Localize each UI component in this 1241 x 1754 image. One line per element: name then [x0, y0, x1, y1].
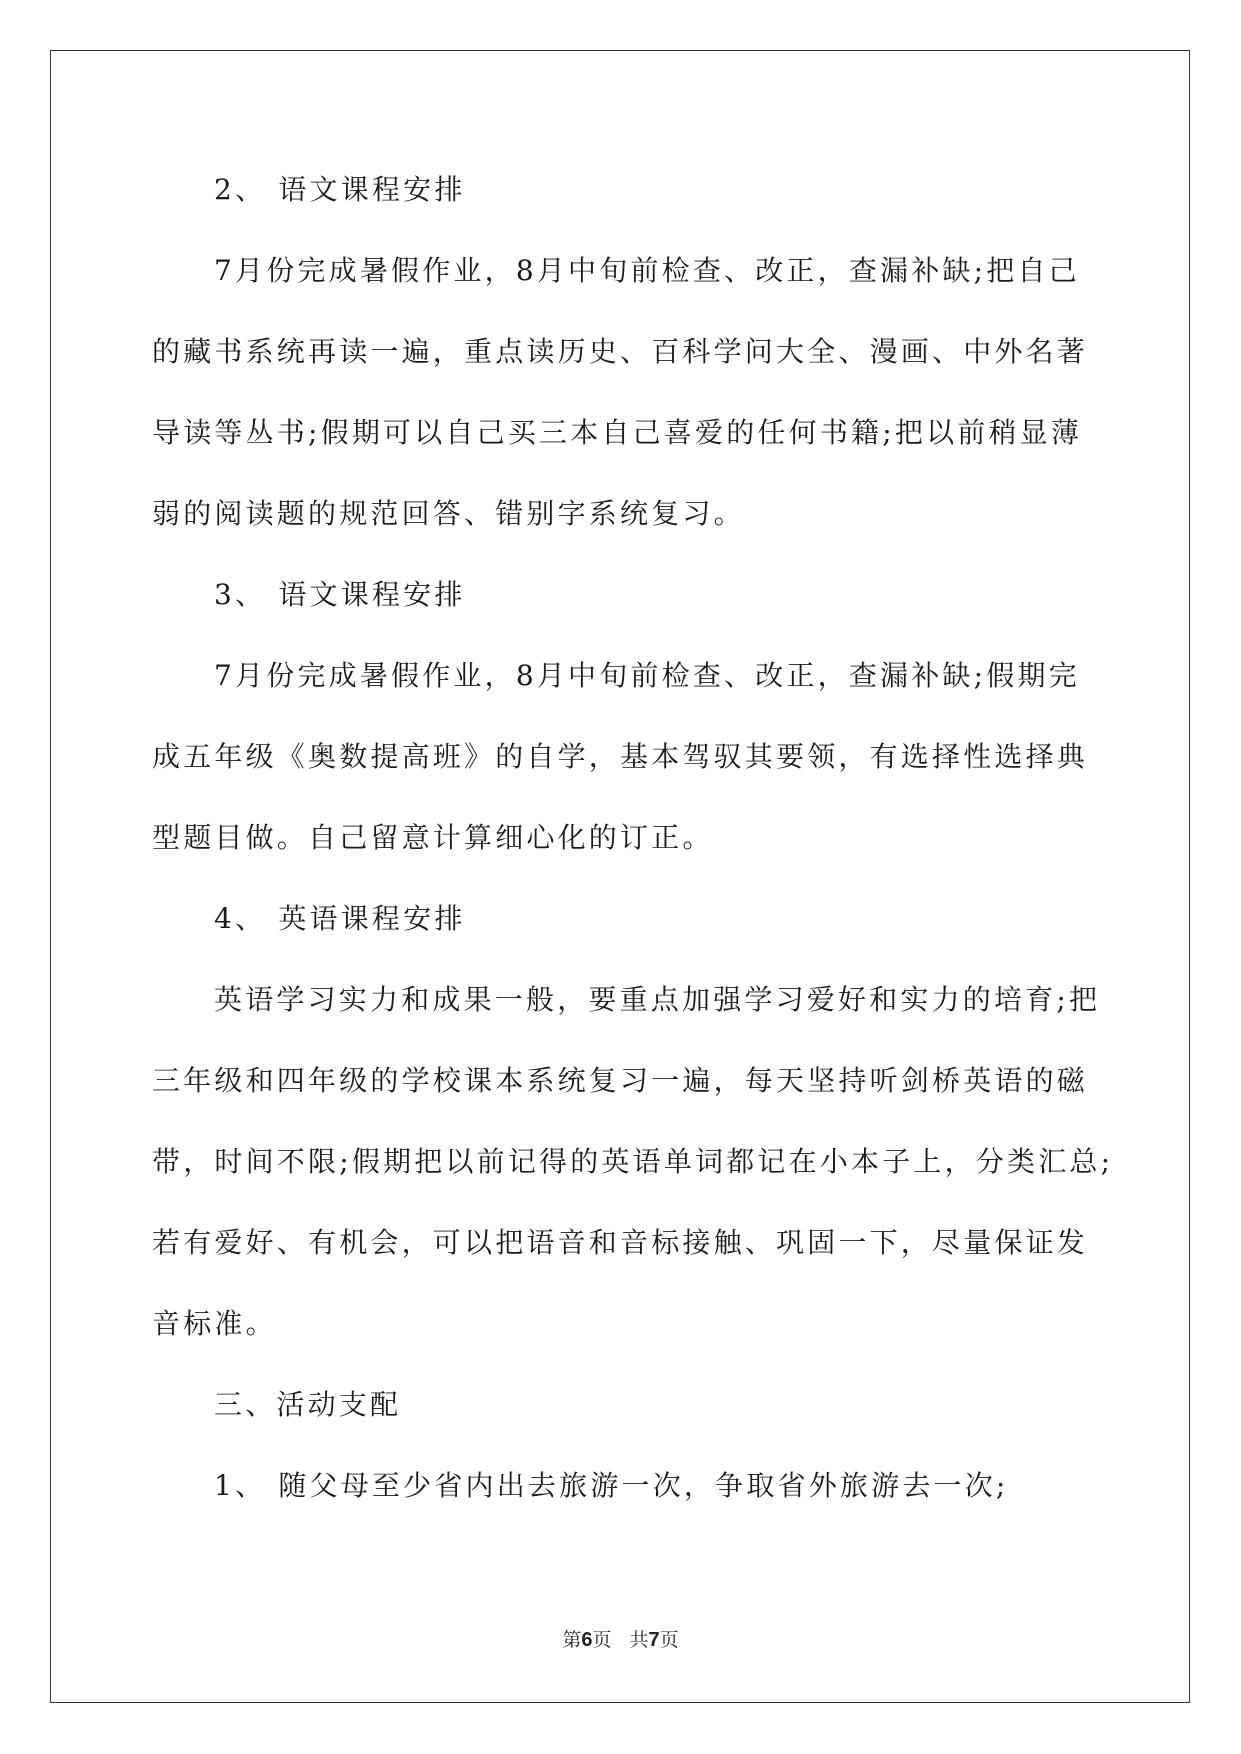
paragraph-line: 弱的阅读题的规范回答、错别字系统复习。: [152, 497, 745, 530]
paragraph-line: 英语学习实力和成果一般，要重点加强学习爱好和实力的培育;把: [214, 983, 1101, 1016]
page-footer: [0, 1628, 1241, 1652]
document-body: [152, 160, 1114, 1537]
section-heading: 3、 语文课程安排: [214, 578, 466, 611]
paragraph-line: 7月份完成暑假作业，8月中旬前检查、改正，查漏补缺;把自己: [214, 254, 1080, 287]
paragraph-line: 型题目做。自己留意计算细心化的订正。: [152, 821, 714, 854]
page-suffix: 页: [592, 1629, 612, 1651]
section-heading: 4、 英语课程安排: [214, 902, 466, 935]
page-total: 7: [648, 1629, 660, 1651]
section-heading: 2、 语文课程安排: [214, 173, 466, 206]
page-current: 6: [581, 1629, 593, 1651]
paragraph-line: 音标准。: [152, 1307, 277, 1340]
page-prefix: 第: [562, 1629, 582, 1651]
total-prefix: 共: [629, 1629, 649, 1651]
paragraph-line: 7月份完成暑假作业，8月中旬前检查、改正，查漏补缺;假期完: [214, 659, 1080, 692]
paragraph-line: 的藏书系统再读一遍，重点读历史、百科学问大全、漫画、中外名著: [152, 335, 1089, 368]
paragraph-line: 带，时间不限;假期把以前记得的英语单词都记在小本子上，分类汇总;: [152, 1145, 1114, 1178]
paragraph-line: 若有爱好、有机会，可以把语音和音标接触、巩固一下，尽量保证发: [152, 1226, 1089, 1259]
section-heading: 三、活动支配: [214, 1388, 402, 1421]
paragraph-line: 三年级和四年级的学校课本系统复习一遍，每天坚持听剑桥英语的磁: [152, 1064, 1089, 1097]
total-suffix: 页: [659, 1629, 679, 1651]
paragraph-line: 1、 随父母至少省内出去旅游一次，争取省外旅游去一次;: [214, 1469, 1009, 1502]
paragraph-line: 成五年级《奥数提高班》的自学，基本驾驭其要领，有选择性选择典: [152, 740, 1089, 773]
paragraph-line: 导读等丛书;假期可以自己买三本自己喜爱的任何书籍;把以前稍显薄: [152, 416, 1083, 449]
